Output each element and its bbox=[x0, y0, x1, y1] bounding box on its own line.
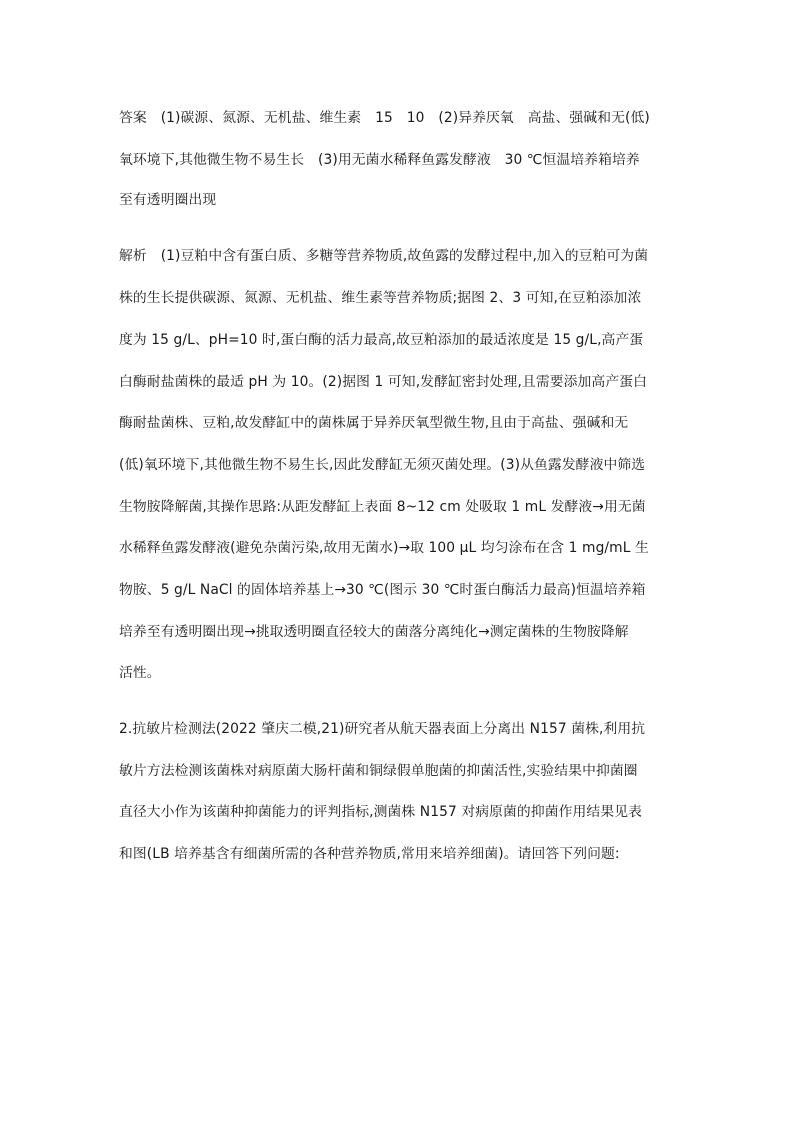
analysis-line-8: 水稀释鱼露发酵液(避免杂菌污染,故用无菌水)→取 100 μL 均匀涂布在含 1 mg/mL 生 bbox=[119, 540, 649, 556]
question-line-2: 敏片方法检测该菌株对病原菌大肠杆菌和铜绿假单胞菌的抑菌活性,实验结果中抑菌圈 bbox=[119, 763, 638, 779]
analysis-line-9: 物胺、5 g/L NaCl 的固体培养基上→30 ℃(图示 30 ℃时蛋白酶活力最高)恒温培养箱 bbox=[119, 582, 646, 598]
answer-line-1: 答案 (1)碳源、氮源、无机盐、维生素 15 10 (2)异养厌氧 高盐、强碱和无(低) bbox=[119, 110, 650, 126]
analysis-line-5: 酶耐盐菌株、豆粕,故发酵缸中的菌株属于异养厌氧型微生物,且由于高盐、强碱和无 bbox=[119, 415, 629, 431]
analysis-line-11: 活性。 bbox=[119, 665, 161, 681]
question-line-4: 和图(LB 培养基含有细菌所需的各种营养物质,常用来培养细菌)。请回答下列问题: bbox=[119, 846, 620, 862]
analysis-line-1: 解析 (1)豆粕中含有蛋白质、多糖等营养物质,故鱼露的发酵过程中,加入的豆粕可为菌 bbox=[119, 248, 649, 264]
question-line-1: 2.抗敏片检测法(2022 肇庆二模,21)研究者从航天器表面上分离出 N157 菌株,利用抗 bbox=[119, 721, 646, 737]
analysis-line-6: (低)氧环境下,其他微生物不易生长,因此发酵缸无须灭菌处理。(3)从鱼露发酵液中筛选 bbox=[119, 457, 646, 473]
analysis-line-4: 白酶耐盐菌株的最适 pH 为 10。(2)据图 1 可知,发酵缸密封处理,且需要添加高产蛋白 bbox=[119, 374, 648, 390]
analysis-line-2: 株的生长提供碳源、氮源、无机盐、维生素等营养物质;据图 2、3 可知,在豆粕添加浓 bbox=[119, 290, 642, 306]
question-line-3: 直径大小作为该菌种抑菌能力的评判指标,测菌株 N157 对病原菌的抑菌作用结果见表 bbox=[119, 804, 643, 820]
answer-line-2: 氧环境下,其他微生物不易生长 (3)用无菌水稀释鱼露发酵液 30 ℃恒温培养箱培养 bbox=[119, 152, 640, 168]
answer-line-3: 至有透明圈出现 bbox=[119, 192, 217, 208]
analysis-line-10: 培养至有透明圈出现→挑取透明圈直径较大的菌落分离纯化→测定菌株的生物胺降解 bbox=[119, 624, 629, 640]
analysis-line-7: 生物胺降解菌,其操作思路:从距发酵缸上表面 8~12 cm 处吸取 1 mL 发酵液→用无菌 bbox=[119, 499, 646, 515]
analysis-line-3: 度为 15 g/L、pH=10 时,蛋白酶的活力最高,故豆粕添加的最适浓度是 15 g/L,高产蛋 bbox=[119, 332, 644, 348]
